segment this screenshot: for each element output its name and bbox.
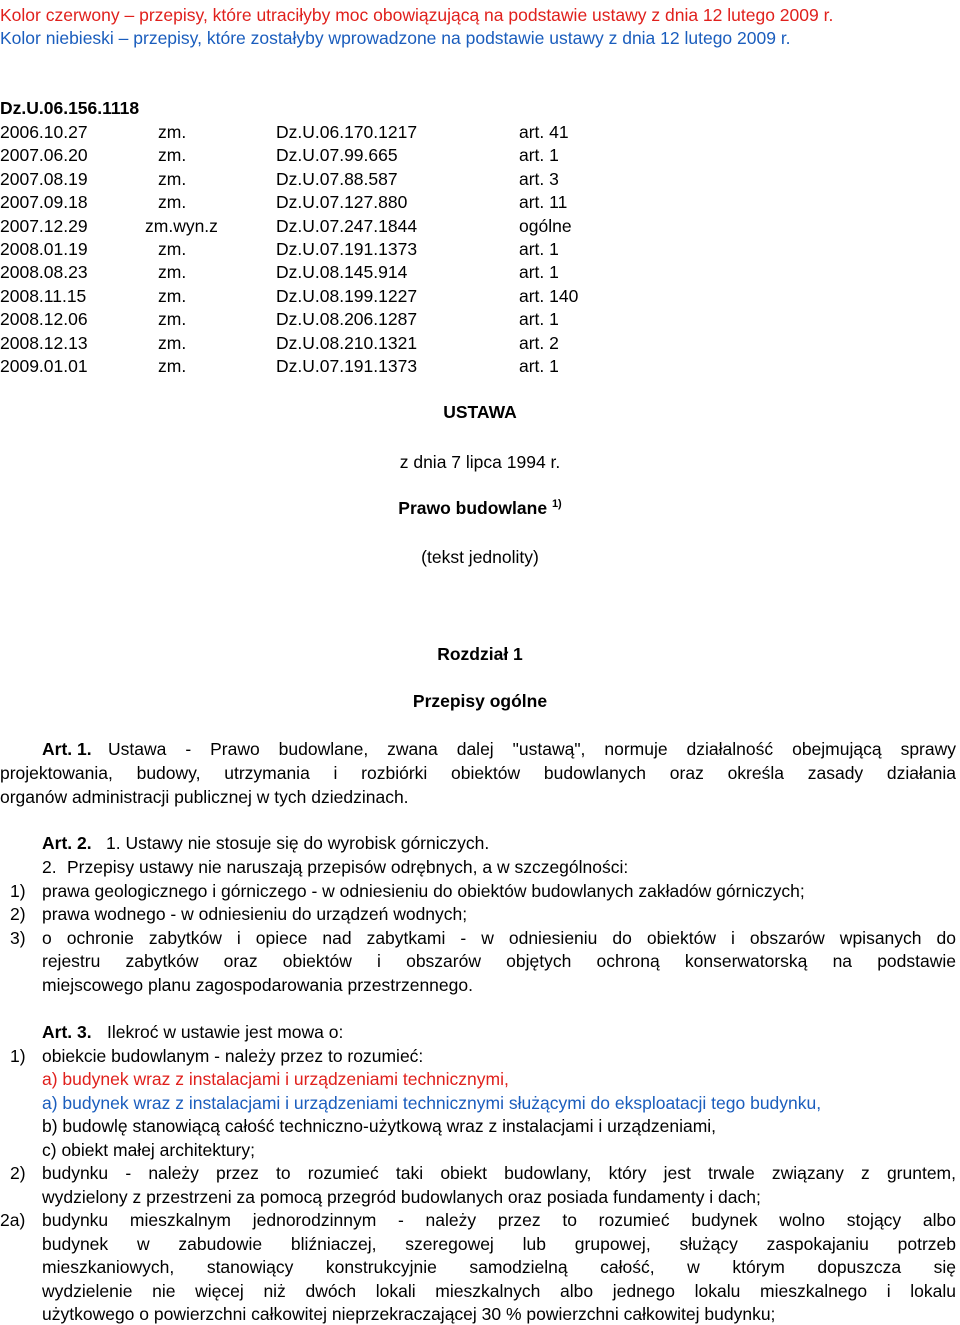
act-name-text: Prawo budowlane: [398, 498, 548, 518]
art1-line-2: projektowania, budowy, utrzymania i rozbiórki obiektów budowlanych oraz określa zasady działania: [0, 763, 956, 783]
amendment-article: ogólne: [519, 215, 572, 236]
art2-item-3-line-1: o ochronie zabytków i opiece nad zabytkami - w odniesieniu do obiektów i obszarów wpisanych do: [42, 928, 956, 948]
amendment-article: art. 41: [519, 122, 569, 142]
art3-item-2a-line-1: budynku mieszkalnym jednorodzinnym - należy przez to rozumieć budynek wolno stojący albo: [42, 1210, 956, 1230]
amendment-type: zm.: [158, 168, 187, 189]
amendment-date: 2007.12.29: [0, 215, 88, 236]
amendment-type: zm.: [158, 332, 187, 353]
art3-item-2a-line-3: mieszkaniowych, stanowiący konstrukcyjnie samodzielną całość, w którym dopuszcza się: [42, 1257, 956, 1277]
art3-item-2-line-2: wydzielony z przestrzeni za pomocą przegród budowlanych oraz posiada fundamenty i dach;: [42, 1187, 761, 1207]
art3-label: Art. 3.: [42, 1022, 92, 1042]
amendment-article: art. 2: [519, 332, 559, 353]
act-title: USTAWA: [443, 402, 517, 422]
art1-line-3: organów administracji publicznej w tych dziedzinach.: [0, 787, 409, 807]
amendment-date: 2008.12.13: [0, 332, 88, 353]
amendment-reference: Dz.U.08.199.1227: [276, 285, 418, 306]
art2-para-1: 1. Ustawy nie stosuje się do wyrobisk górniczych.: [106, 833, 490, 853]
art2-item-2-num: 2): [10, 904, 26, 924]
amendment-type: zm.: [158, 356, 187, 376]
amendment-article: art. 11: [519, 192, 568, 213]
amendment-date: 2008.08.23: [0, 262, 88, 283]
art3-item-1: obiekcie budowlanym - należy przez to rozumieć:: [42, 1046, 424, 1066]
amendment-date: 2009.01.01: [0, 356, 88, 376]
legend-red: Kolor czerwony – przepisy, które utraciłyby moc obowiązującą na podstawie ustawy z dnia 12 lutego 2009 r.: [0, 5, 834, 25]
art2-item-2: prawa wodnego - w odniesieniu do urządzeń wodnych;: [42, 904, 468, 924]
amendment-type: zm.: [158, 262, 187, 283]
art3-item-2-num: 2): [10, 1163, 26, 1183]
amendment-reference: Dz.U.07.88.587: [276, 168, 398, 189]
art1-line-1: Ustawa - Prawo budowlane, zwana dalej "ustawą", normuje działalność obejmującą sprawy: [108, 739, 956, 759]
art3-item-2a-line-5: użytkowego o powierzchni całkowitej nieprzekraczającej 30 % powierzchni całkowitej budynku;: [42, 1304, 776, 1324]
art2-para-2-num: 2.: [42, 857, 57, 877]
footnote-marker[interactable]: 1): [551, 498, 562, 510]
art3-intro: Ilekroć w ustawie jest mowa o:: [107, 1022, 344, 1042]
chapter-number: Rozdział 1: [437, 644, 523, 664]
amendment-reference: Dz.U.08.145.914: [276, 262, 408, 283]
art3-item-2-line-1: budynku - należy przez to rozumieć taki obiekt budowlany, który jest trwale związany z gruntem,: [42, 1163, 956, 1183]
art2-label: Art. 2.: [42, 833, 92, 853]
art2-item-3-num: 3): [10, 928, 26, 948]
amendment-date: 2008.11.15: [0, 285, 87, 306]
act-note: (tekst jednolity): [421, 547, 539, 567]
act-name: [0, 497, 960, 519]
amendment-date: 2006.10.27: [0, 122, 88, 142]
art2-item-1: prawa geologicznego i górniczego - w odniesieniu do obiektów budowlanych zakładów górniczych;: [42, 881, 805, 901]
amendment-type: zm.wyn.z: [145, 215, 218, 236]
art3-sub-a-added: a) budynek wraz z instalacjami i urządzeniami technicznymi służącymi do eksploatacji tego budynku,: [42, 1093, 822, 1113]
amendment-reference: Dz.U.08.206.1287: [276, 309, 418, 330]
amendment-reference: Dz.U.08.210.1321: [276, 332, 418, 353]
amendment-reference: Dz.U.07.127.880: [276, 192, 408, 213]
amendment-type: zm.: [158, 239, 187, 259]
base-reference: Dz.U.06.156.1118: [0, 98, 140, 118]
amendment-reference: Dz.U.07.99.665: [276, 145, 398, 166]
art3-sub-a-removed: a) budynek wraz z instalacjami i urządzeniami technicznymi,: [42, 1069, 509, 1089]
amendment-reference: Dz.U.06.170.1217: [276, 122, 418, 142]
amendment-article: art. 1: [519, 309, 559, 330]
art3-item-2a-line-2: budynek w zabudowie bliźniaczej, szeregowej lub grupowej, służący zaspokajaniu potrzeb: [42, 1234, 956, 1254]
art3-sub-b: b) budowlę stanowiącą całość techniczno-użytkową wraz z instalacjami i urządzeniami,: [42, 1116, 717, 1136]
art3-item-2a-num: 2a): [0, 1210, 26, 1230]
amendment-article: art. 1: [519, 262, 559, 283]
art2-item-3-line-2: rejestru zabytków oraz obiektów i obszarów objętych ochroną konserwatorską na podstawie: [42, 951, 956, 971]
art2-item-3-line-3: miejscowego planu zagospodarowania przestrzennego.: [42, 975, 473, 995]
chapter-title: Przepisy ogólne: [412, 691, 548, 711]
amendment-article: art. 1: [519, 239, 559, 259]
amendment-reference: Dz.U.07.247.1844: [276, 215, 418, 236]
amendment-type: zm.: [158, 285, 187, 306]
amendment-reference: Dz.U.07.191.1373: [276, 356, 418, 376]
amendment-date: 2007.06.20: [0, 145, 88, 166]
art2-para-2: Przepisy ustawy nie naruszają przepisów odrębnych, a w szczególności:: [67, 857, 629, 877]
amendment-date: 2008.01.19: [0, 239, 88, 259]
amendment-type: zm.: [158, 192, 187, 213]
art1-label: Art. 1.: [42, 739, 92, 759]
amendment-article: art. 1: [519, 145, 559, 166]
art3-item-2a-line-4: wydzielenie nie więcej niż dwóch lokali mieszkalnych albo jednego lokalu mieszkalnego i lokalu: [42, 1281, 956, 1301]
art3-item-1-num: 1): [10, 1046, 26, 1066]
amendment-article: art. 1: [519, 356, 559, 376]
act-date: z dnia 7 lipca 1994 r.: [399, 452, 561, 472]
amendment-type: zm.: [158, 309, 187, 330]
amendment-type: zm.: [158, 145, 187, 166]
amendment-article: art. 140: [519, 285, 579, 306]
legend-blue: Kolor niebieski – przepisy, które zostałyby wprowadzone na podstawie ustawy z dnia 12 lutego 2009 r.: [0, 28, 791, 48]
amendment-date: 2007.09.18: [0, 192, 88, 213]
amendment-date: 2007.08.19: [0, 168, 88, 189]
amendment-reference: Dz.U.07.191.1373: [276, 239, 418, 259]
amendment-type: zm.: [158, 122, 187, 142]
art2-item-1-num: 1): [10, 881, 26, 901]
art3-sub-c: c) obiekt małej architektury;: [42, 1140, 255, 1160]
amendment-date: 2008.12.06: [0, 309, 88, 330]
amendment-article: art. 3: [519, 168, 559, 189]
